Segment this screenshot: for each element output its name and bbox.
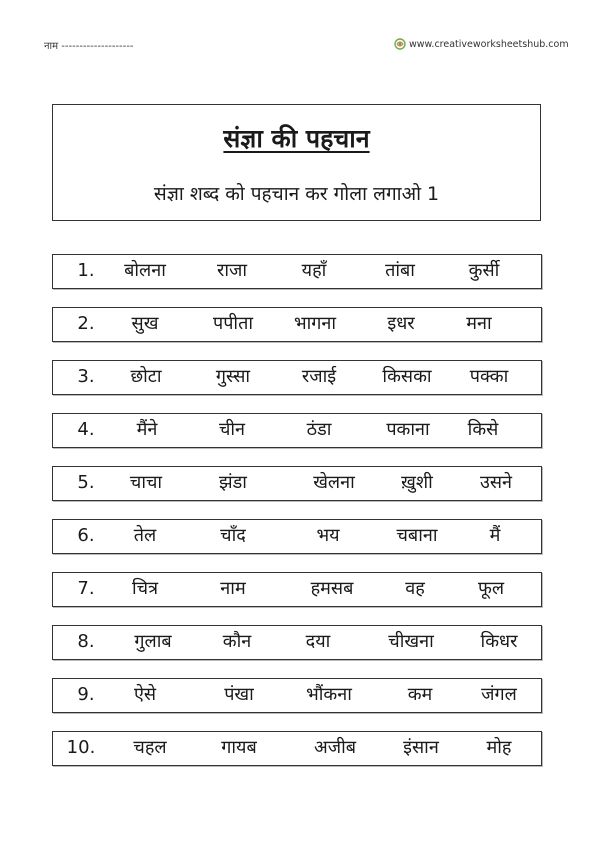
row-number: 4. xyxy=(77,419,95,440)
row-number: 6. xyxy=(77,525,95,546)
word-option[interactable]: किधर xyxy=(480,631,518,652)
word-option[interactable]: चबाना xyxy=(396,525,438,546)
instruction-text: संज्ञा शब्द को पहचान कर गोला लगाओ 1 xyxy=(153,183,440,205)
word-option[interactable]: खेलना xyxy=(313,472,355,493)
row-number: 2. xyxy=(77,313,95,334)
word-option[interactable]: यहाँ xyxy=(301,260,327,281)
exercise-row xyxy=(52,625,542,660)
word-option[interactable]: हमसब xyxy=(310,578,354,599)
word-option[interactable]: किसे xyxy=(467,419,499,440)
name-field-label: नाम -------------------- xyxy=(44,41,134,52)
word-option[interactable]: इधर xyxy=(387,313,415,334)
row-number: 8. xyxy=(77,631,95,652)
word-option[interactable]: चीन xyxy=(218,419,246,440)
word-option[interactable]: चाचा xyxy=(129,472,163,493)
word-option[interactable]: गुस्सा xyxy=(215,366,251,387)
word-option[interactable]: झंडा xyxy=(219,472,247,493)
exercise-row xyxy=(52,413,542,448)
website-url: www.creativeworksheetshub.com xyxy=(409,38,569,50)
row-number: 7. xyxy=(77,578,95,599)
row-number: 5. xyxy=(77,472,95,493)
word-option[interactable]: दया xyxy=(305,631,331,652)
website-credit xyxy=(394,38,569,50)
word-option[interactable]: चाँद xyxy=(220,525,246,546)
word-option[interactable]: छोटा xyxy=(130,366,162,387)
swirl-logo-icon xyxy=(394,38,406,50)
word-option[interactable]: रजाई xyxy=(301,366,337,387)
word-option[interactable]: कौन xyxy=(222,631,252,652)
word-option[interactable]: भागना xyxy=(293,313,337,334)
word-option[interactable]: बोलना xyxy=(124,260,166,281)
title-box xyxy=(52,104,541,221)
word-option[interactable]: ऐसे xyxy=(133,684,157,705)
word-option[interactable]: कुर्सी xyxy=(468,260,500,281)
word-option[interactable]: पकाना xyxy=(386,419,430,440)
word-option[interactable]: चीखना xyxy=(388,631,434,652)
word-option[interactable]: पपीता xyxy=(212,313,254,334)
word-option[interactable]: राजा xyxy=(216,260,248,281)
word-option[interactable]: किसका xyxy=(382,366,432,387)
row-number: 1. xyxy=(77,260,95,281)
exercise-row xyxy=(52,519,542,554)
word-option[interactable]: ठंडा xyxy=(306,419,332,440)
word-option[interactable]: मना xyxy=(466,313,492,334)
word-option[interactable]: जंगल xyxy=(481,684,517,705)
exercise-row xyxy=(52,254,542,289)
word-option[interactable]: इंसान xyxy=(403,737,439,758)
word-option[interactable]: मैंने xyxy=(136,419,158,440)
row-number: 3. xyxy=(77,366,95,387)
word-option[interactable]: भय xyxy=(316,525,340,546)
word-option[interactable]: सुख xyxy=(131,313,159,334)
word-option[interactable]: तेल xyxy=(133,525,157,546)
word-option[interactable]: नाम xyxy=(220,578,246,599)
word-option[interactable]: गायब xyxy=(221,737,257,758)
word-option[interactable]: पंखा xyxy=(224,684,254,705)
exercise-row xyxy=(52,466,542,501)
exercise-row xyxy=(52,678,542,713)
word-option[interactable]: उसने xyxy=(479,472,513,493)
exercise-row xyxy=(52,360,542,395)
word-option[interactable]: वह xyxy=(405,578,425,599)
row-number: 10. xyxy=(66,737,96,758)
exercise-row xyxy=(52,572,542,607)
word-option[interactable]: मोह xyxy=(486,737,512,758)
word-option[interactable]: तांबा xyxy=(385,260,415,281)
word-option[interactable]: मैं xyxy=(489,525,501,546)
word-option[interactable]: भौंकना xyxy=(306,684,352,705)
word-option[interactable]: चहल xyxy=(133,737,167,758)
word-option[interactable]: फूल xyxy=(477,578,505,599)
word-option[interactable]: ख़ुशी xyxy=(401,472,433,493)
word-option[interactable]: पक्का xyxy=(469,366,509,387)
word-option[interactable]: चित्र xyxy=(131,578,159,599)
row-number: 9. xyxy=(77,684,95,705)
word-option[interactable]: गुलाब xyxy=(134,631,172,652)
worksheet-title: संज्ञा की पहचान xyxy=(223,124,370,153)
exercise-row xyxy=(52,307,542,342)
exercise-row xyxy=(52,731,542,766)
word-option[interactable]: कम xyxy=(407,684,433,705)
word-option[interactable]: अजीब xyxy=(313,737,357,758)
